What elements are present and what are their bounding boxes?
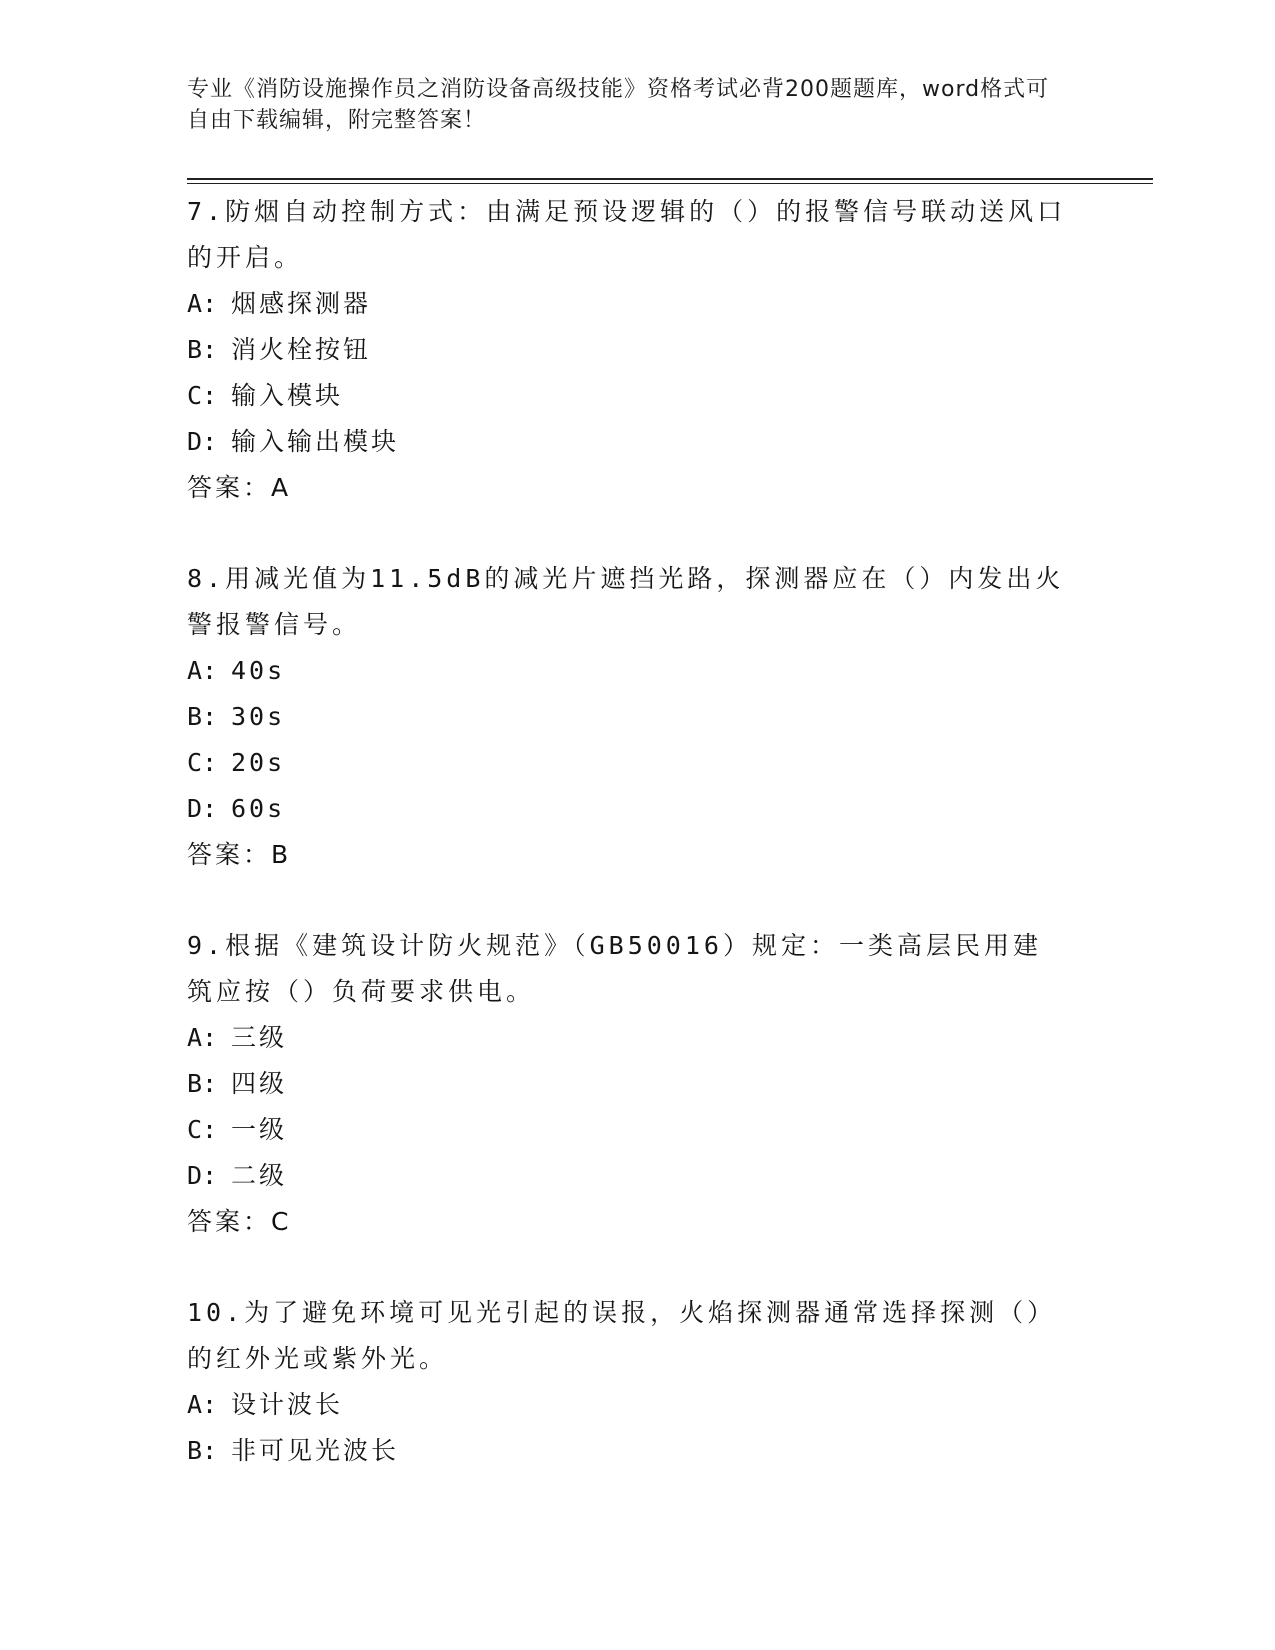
question-stem: 10.为了避免环境可见光引起的误报，火焰探测器通常选择探测（）的红外光或紫外光。 (187, 1298, 1057, 1373)
option-text: 输入输出模块 (231, 427, 400, 456)
answer-label: 答案： (187, 1207, 272, 1236)
option-letter: C: (187, 1115, 218, 1144)
question-spacer (187, 878, 1087, 923)
answer-label: 答案： (187, 473, 272, 502)
option-text: 三级 (231, 1023, 288, 1052)
option-text: 设计波长 (231, 1390, 344, 1419)
answer-label: 答案： (187, 840, 272, 869)
option-letter: A: (187, 1023, 218, 1052)
option-letter: B: (187, 1436, 218, 1465)
option-letter: D: (187, 1161, 218, 1190)
option-letter: C: (187, 381, 218, 410)
answer-line (187, 1199, 1087, 1245)
option-letter: C: (187, 748, 218, 777)
option-d (187, 1153, 1087, 1199)
answer-value: A (271, 473, 289, 502)
document-header: 专业《消防设施操作员之消防设备高级技能》资格考试必背200题题库，word格式可自由下载编辑，附完整答案！ (187, 77, 1050, 133)
option-letter: A: (187, 1390, 218, 1419)
option-d (187, 786, 1087, 832)
option-letter: A: (187, 656, 218, 685)
question-stem: 9.根据《建筑设计防火规范》（GB50016）规定：一类高层民用建筑应按（）负荷要求供电。 (187, 931, 1042, 1006)
header-divider-thin (187, 183, 1153, 184)
option-text: 二级 (231, 1161, 288, 1190)
answer-value: C (271, 1207, 289, 1236)
option-c (187, 740, 1087, 786)
option-letter: D: (187, 794, 218, 823)
question-spacer (187, 511, 1087, 556)
option-letter: B: (187, 335, 218, 364)
option-text: 40s (231, 656, 286, 685)
question-10 (187, 1290, 1087, 1474)
question-7 (187, 189, 1087, 511)
option-b (187, 1428, 1087, 1474)
option-text: 60s (231, 794, 286, 823)
option-a (187, 648, 1087, 694)
option-text: 消火栓按钮 (231, 335, 372, 364)
option-text: 20s (231, 748, 286, 777)
question-stem: 7.防烟自动控制方式：由满足预设逻辑的（）的报警信号联动送风口的开启。 (187, 197, 1067, 272)
option-c (187, 373, 1087, 419)
question-9 (187, 923, 1087, 1245)
question-spacer (187, 1245, 1087, 1290)
option-text: 30s (231, 702, 286, 731)
answer-line (187, 465, 1087, 511)
option-text: 输入模块 (231, 381, 344, 410)
answer-value: B (271, 840, 289, 869)
option-c (187, 1107, 1087, 1153)
question-list (187, 189, 1087, 1474)
option-a (187, 1015, 1087, 1061)
option-b (187, 327, 1087, 373)
option-d (187, 419, 1087, 465)
header-divider-thick (187, 178, 1153, 180)
answer-line (187, 832, 1087, 878)
option-letter: D: (187, 427, 218, 456)
option-text: 非可见光波长 (231, 1436, 400, 1465)
option-text: 一级 (231, 1115, 288, 1144)
question-8 (187, 556, 1087, 878)
option-b (187, 1061, 1087, 1107)
option-b (187, 694, 1087, 740)
option-text: 烟感探测器 (231, 289, 372, 318)
option-letter: B: (187, 702, 218, 731)
option-letter: B: (187, 1069, 218, 1098)
question-stem: 8.用减光值为11.5dB的减光片遮挡光路，探测器应在（）内发出火警报警信号。 (187, 564, 1065, 639)
option-letter: A: (187, 289, 218, 318)
option-a (187, 1382, 1087, 1428)
option-a (187, 281, 1087, 327)
option-text: 四级 (231, 1069, 288, 1098)
